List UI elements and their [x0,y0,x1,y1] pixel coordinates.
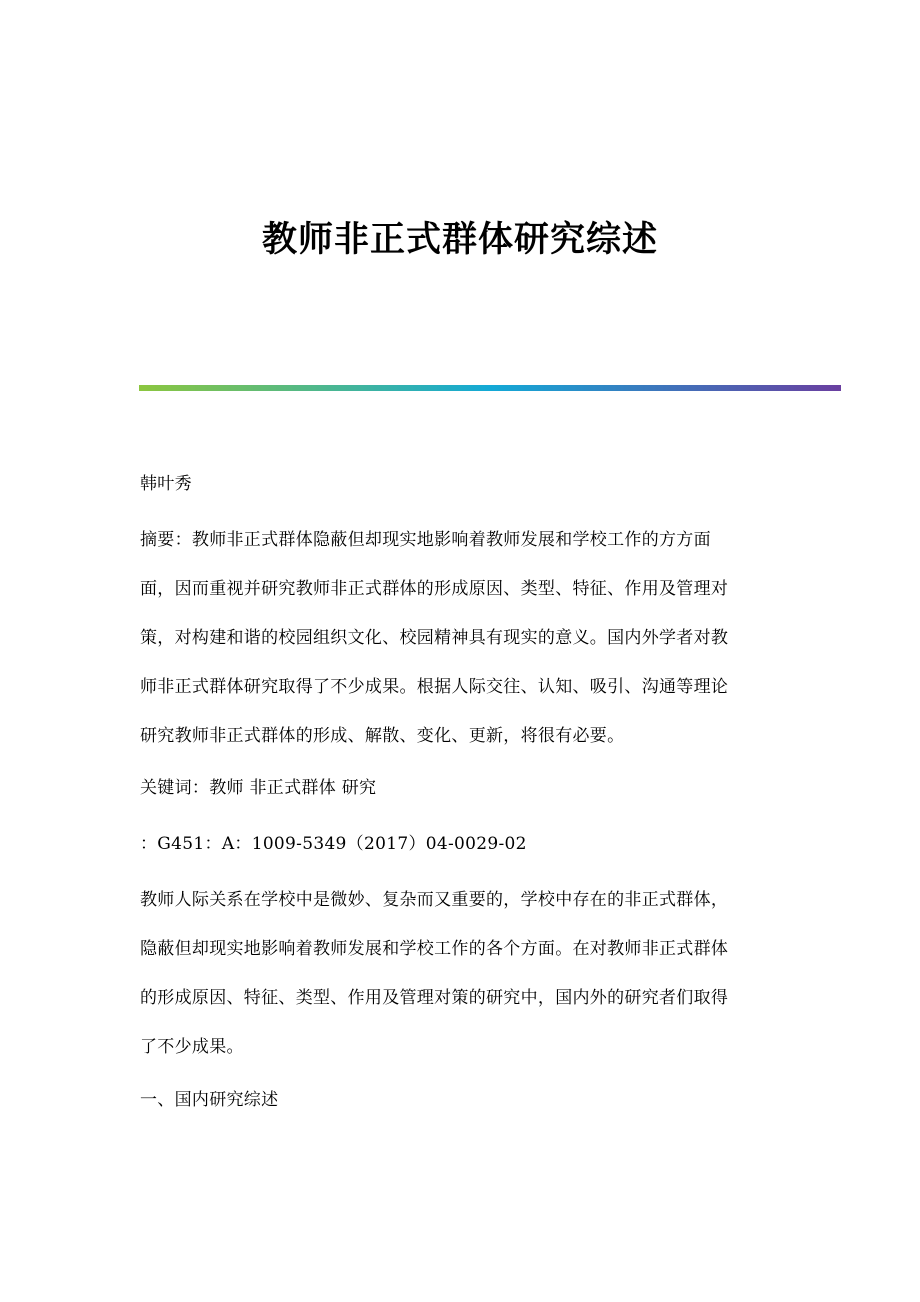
abstract-line: 研究教师非正式群体的形成、解散、变化、更新，将很有必要。 [140,726,625,746]
section-heading: 一、国内研究综述 [140,1090,279,1110]
keywords-line: 关键词：教师 非正式群体 研究 [140,778,377,798]
abstract-line: 摘要：教师非正式群体隐蔽但却现实地影响着教师发展和学校工作的方方面 [140,530,711,550]
intro-paragraph [140,890,780,1086]
author-name: 韩叶秀 [140,474,192,494]
title-divider-rule [139,385,841,391]
abstract-line: 策，对构建和谐的校园组织文化、校园精神具有现实的意义。国内外学者对教 [140,628,729,648]
intro-line: 隐蔽但却现实地影响着教师发展和学校工作的各个方面。在对教师非正式群体 [140,939,729,959]
classification-line: ：G451：A：1009-5349（2017）04-0029-02 [140,834,527,854]
abstract-line: 面，因而重视并研究教师非正式群体的形成原因、类型、特征、作用及管理对 [140,579,729,599]
intro-line: 的形成原因、特征、类型、作用及管理对策的研究中，国内外的研究者们取得 [140,988,729,1008]
abstract-paragraph [140,530,780,775]
intro-line: 教师人际关系在学校中是微妙、复杂而又重要的，学校中存在的非正式群体， [140,890,729,910]
abstract-line: 师非正式群体研究取得了不少成果。根据人际交往、认知、吸引、沟通等理论 [140,677,729,697]
paper-title: 教师非正式群体研究综述 [261,219,658,260]
intro-line: 了不少成果。 [140,1037,244,1057]
